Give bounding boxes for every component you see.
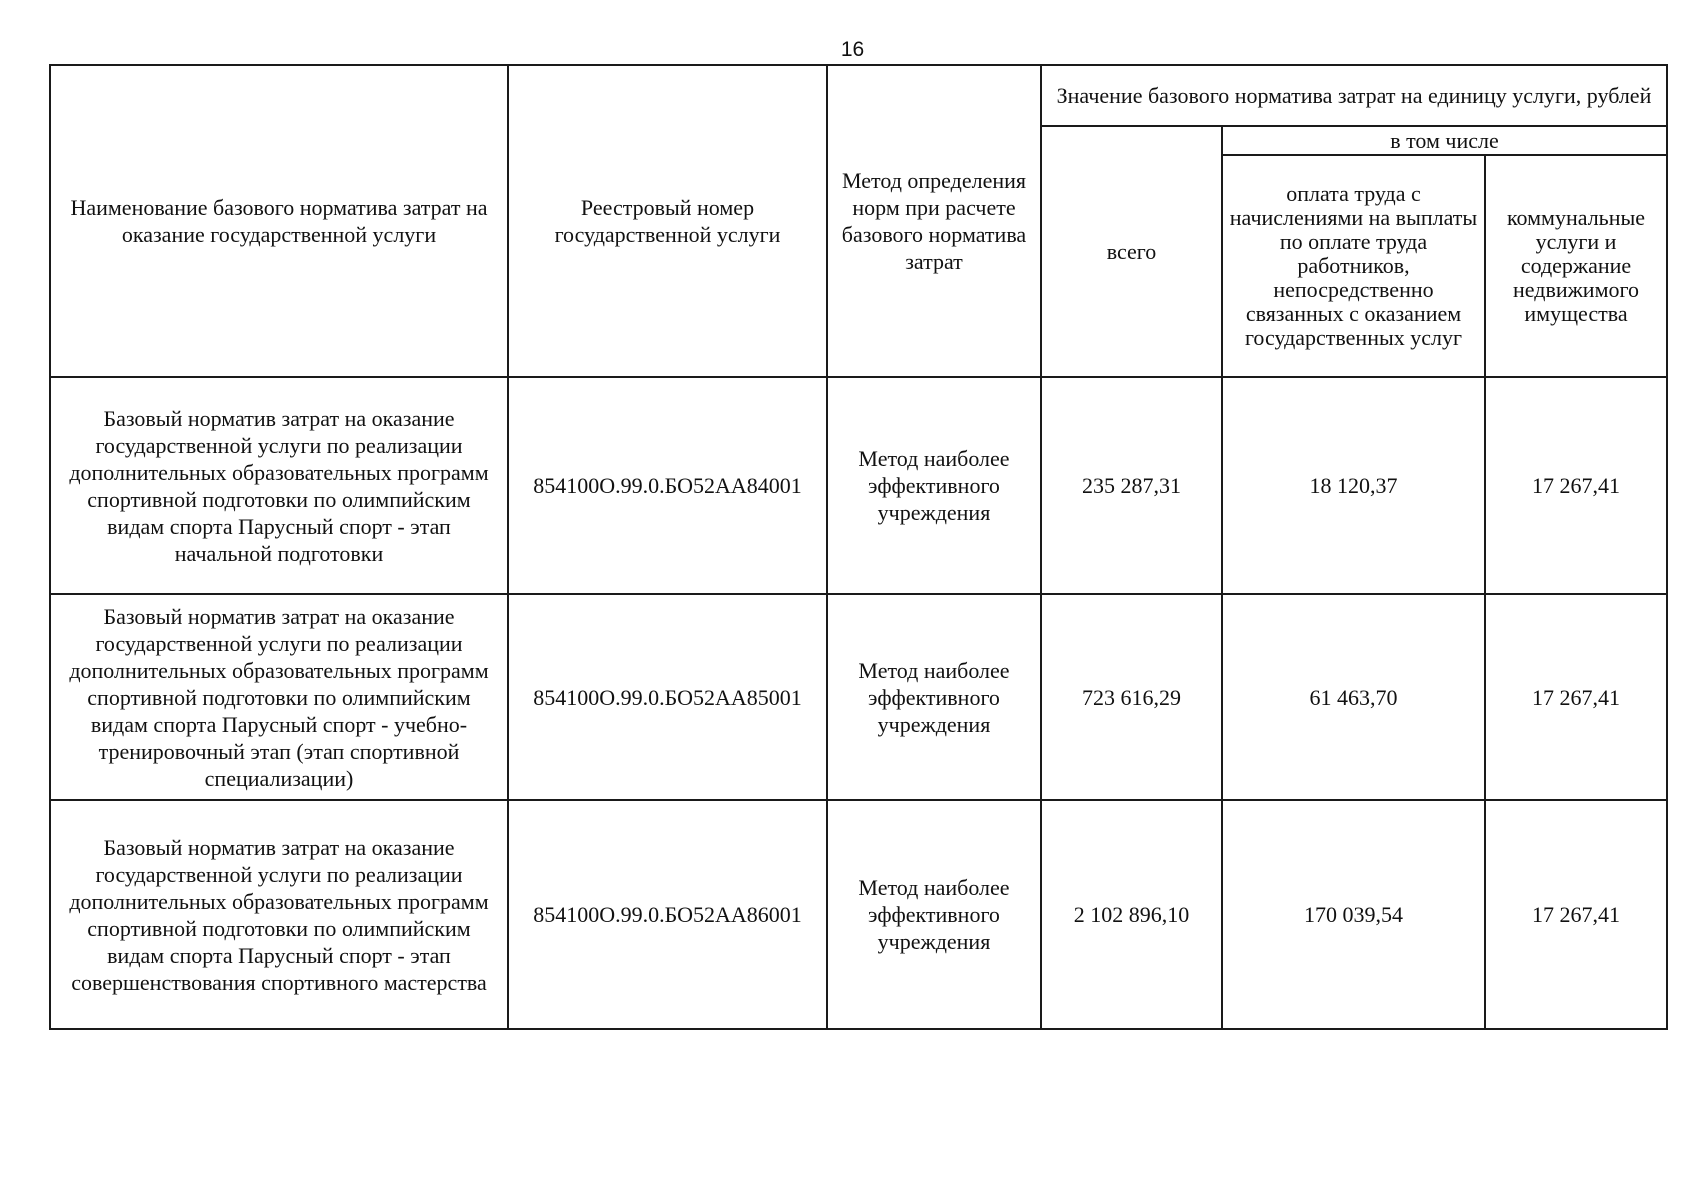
cell-total: 723 616,29: [1041, 594, 1222, 800]
cell-labor: 61 463,70: [1222, 594, 1485, 800]
cell-utilities: 17 267,41: [1485, 377, 1667, 594]
cell-utilities: 17 267,41: [1485, 800, 1667, 1029]
cell-labor: 18 120,37: [1222, 377, 1485, 594]
cell-total: 2 102 896,10: [1041, 800, 1222, 1029]
table-row: [50, 377, 1667, 594]
table-row: [50, 800, 1667, 1029]
page-number: 16: [840, 38, 865, 61]
header-value-group: Значение базового норматива затрат на единицу услуги, рублей: [1041, 65, 1667, 126]
table-row: [50, 594, 1667, 800]
cell-total: 235 287,31: [1041, 377, 1222, 594]
cell-name: Базовый норматив затрат на оказание государственной услуги по реализации дополнительных образовательных программ спортивной подготовки по олимпийским видам спорта Парусный спорт - этап совершенствования спортивного мастерства: [50, 800, 508, 1029]
header-utilities: коммунальные услуги и содержание недвижимого имущества: [1485, 155, 1667, 377]
header-name: Наименование базового норматива затрат на оказание государственной услуги: [50, 65, 508, 377]
cell-registry-number: 854100О.99.0.БО52АА84001: [508, 377, 827, 594]
header-including: в том числе: [1222, 126, 1667, 155]
cell-method: Метод наиболее эффективного учреждения: [827, 594, 1041, 800]
table-header: [50, 65, 1667, 377]
header-method: Метод определения норм при расчете базового норматива затрат: [827, 65, 1041, 377]
cell-name: Базовый норматив затрат на оказание государственной услуги по реализации дополнительных образовательных программ спортивной подготовки по олимпийским видам спорта Парусный спорт - учебно-тренировочный этап (этап спортивной специализации): [50, 594, 508, 800]
cell-registry-number: 854100О.99.0.БО52АА86001: [508, 800, 827, 1029]
cell-utilities: 17 267,41: [1485, 594, 1667, 800]
norm-table: [49, 64, 1668, 1030]
header-labor: оплата труда с начислениями на выплаты по оплате труда работников, непосредственно связанных с оказанием государственных услуг: [1222, 155, 1485, 377]
cell-registry-number: 854100О.99.0.БО52АА85001: [508, 594, 827, 800]
cell-method: Метод наиболее эффективного учреждения: [827, 800, 1041, 1029]
header-registry-number: Реестровый номер государственной услуги: [508, 65, 827, 377]
cell-method: Метод наиболее эффективного учреждения: [827, 377, 1041, 594]
cell-name: Базовый норматив затрат на оказание государственной услуги по реализации дополнительных образовательных программ спортивной подготовки по олимпийским видам спорта Парусный спорт - этап начальной подготовки: [50, 377, 508, 594]
header-total: всего: [1041, 126, 1222, 377]
cell-labor: 170 039,54: [1222, 800, 1485, 1029]
